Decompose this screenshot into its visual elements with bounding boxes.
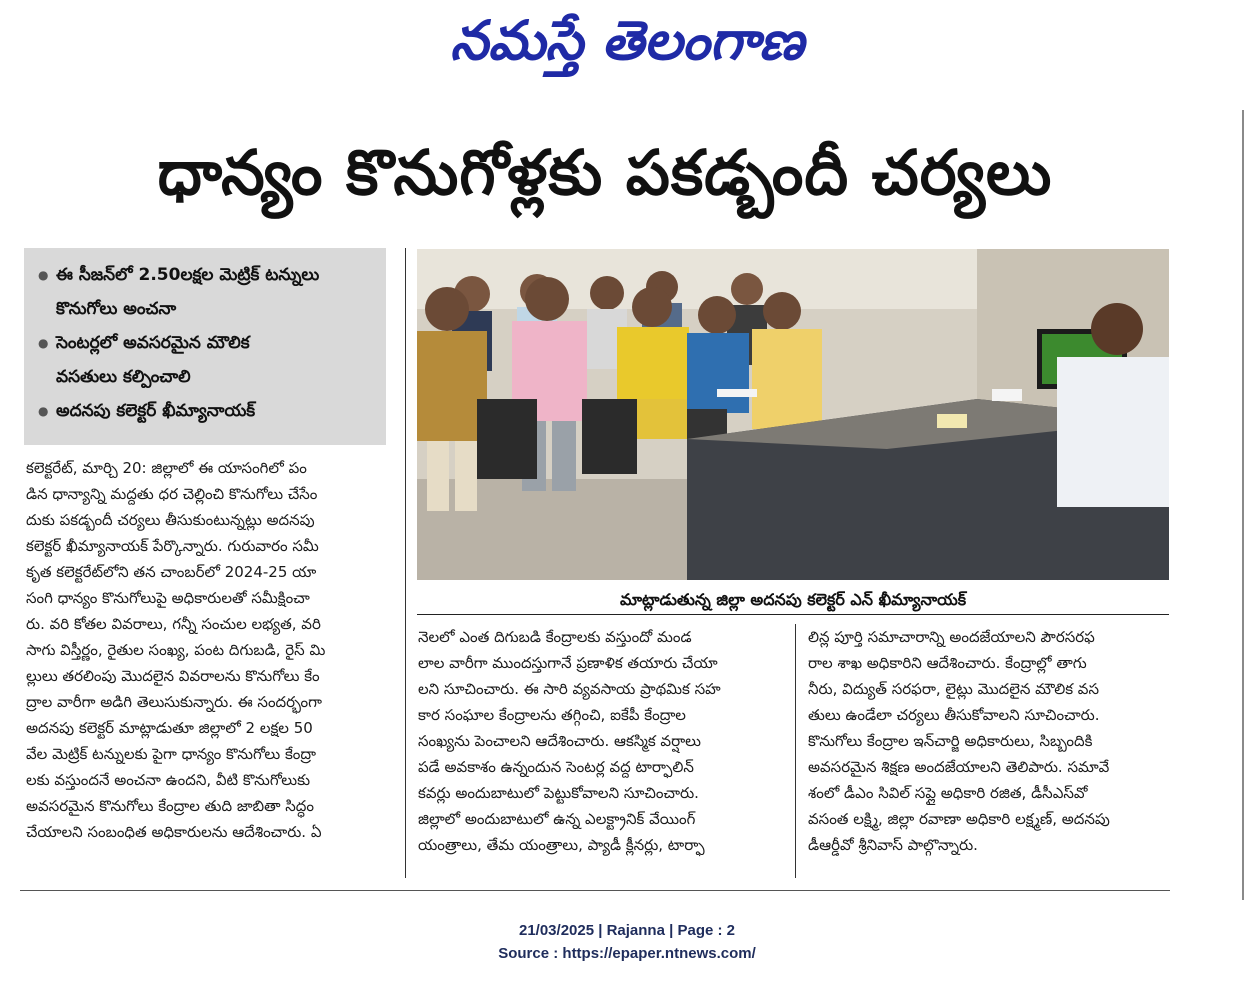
text-line: పడే అవకాశం ఉన్నందున సెంటర్ల వద్ద టార్ఫాలిన్ xyxy=(418,758,694,776)
article-column-1 xyxy=(26,455,392,875)
meeting-photo-illustration xyxy=(417,249,1169,580)
article-bottom-divider xyxy=(20,890,1170,891)
text-line: సంఖ్యను పెంచాలని ఆదేశించారు. ఆకస్మిక వర్షాలు xyxy=(418,732,701,750)
caption-divider xyxy=(417,614,1169,615)
text-line: కార సంఘాల కేంద్రాలను తగ్గించి, ఐకేపీ కేంద్రాల xyxy=(418,706,686,724)
bullet-icon: ● xyxy=(38,336,49,350)
text-line: కృత కలెక్టరేట్‌లోని తన చాంబర్‌లో 2024-25 యా xyxy=(26,563,317,581)
text-line: సంగి ధాన్యం కొనుగోలుపై అధికారులతో సమీక్షించా xyxy=(26,589,310,607)
text-line: యంత్రాలు, తేమ యంత్రాలు, ప్యాడీ క్లీనర్లు, టార్ఫా xyxy=(418,836,705,854)
text-line: రాల శాఖ అధికారిని ఆదేశించారు. కేంద్రాల్లో తాగు xyxy=(808,654,1087,672)
photo-caption: మాట్లాడుతున్న జిల్లా అదనపు కలెక్టర్ ఎన్ ఖీమ్యానాయక్ xyxy=(619,590,967,609)
edition-info: 21/03/2025 | Rajanna | Page : 2 xyxy=(518,922,735,939)
highlight-item xyxy=(38,394,376,428)
highlight-item xyxy=(38,258,376,326)
article-headline: ధాన్యం కొనుగోళ్లకు పకడ్బందీ చర్యలు xyxy=(157,136,1053,209)
column-divider xyxy=(405,248,406,878)
text-line: నెలలో ఎంత దిగుబడి కేంద్రాలకు వస్తుందో మండ xyxy=(418,628,692,646)
highlight-text xyxy=(56,394,376,428)
text-line: ల్లులు తరలింపు మొదలైన వివరాలను కొనుగోలు కేం xyxy=(26,667,320,685)
highlight-line: ఈ సీజన్‌లో 2.50లక్షల మెట్రిక్ టన్నులు xyxy=(56,265,320,285)
text-line: కొనుగోలు కేంద్రాల ఇన్‌చార్జి అధికారులు, సిబ్బందికి xyxy=(808,732,1093,750)
text-line: శంలో డీఎం సివిల్ సప్లై అధికారి రజిత, డీసీఎస్‌వో xyxy=(808,784,1088,802)
text-line: కలెక్టర్ ఖీమ్యానాయక్ పేర్కొన్నారు. గురువారం సమీ xyxy=(26,537,319,555)
text-line: లకు వస్తుందనే అంచనా ఉందని, వీటి కొనుగోలుకు xyxy=(26,771,311,789)
text-line: వేల మెట్రిక్ టన్నులకు పైగా ధాన్యం కొనుగోలు కేంద్రా xyxy=(26,745,317,763)
article-column-2 xyxy=(418,624,780,874)
highlight-item xyxy=(38,326,376,394)
highlight-line: సెంటర్లలో అవసరమైన మౌలిక xyxy=(56,333,250,353)
highlight-text xyxy=(56,326,376,394)
highlight-line: వసతులు కల్పించాలి xyxy=(56,367,191,387)
meeting-photo xyxy=(417,249,1169,580)
bullet-icon: ● xyxy=(38,268,49,282)
newspaper-masthead: నమస్తే తెలంగాణ xyxy=(450,9,804,72)
highlight-line: కొనుగోలు అంచనా xyxy=(56,299,177,319)
text-line: సాగు విస్తీర్ణం, రైతుల సంఖ్య, పంట దిగుబడి, రైస్ మి xyxy=(26,641,326,659)
highlights-box xyxy=(24,248,386,445)
text-line: దుకు పకడ్బందీ చర్యలు తీసుకుంటున్నట్లు అదనపు xyxy=(26,511,315,529)
article-column-3 xyxy=(808,624,1172,874)
text-line: నీరు, విద్యుత్ సరఫరా, లైట్లు మొదలైన మౌలిక వస xyxy=(808,680,1100,698)
bullet-icon: ● xyxy=(38,404,49,418)
highlight-line: అదనపు కలెక్టర్ ఖీమ్యానాయక్ xyxy=(56,401,256,421)
column-divider xyxy=(795,624,796,878)
text-line: అదనపు కలెక్టర్ మాట్లాడుతూ జిల్లాలో 2 లక్షల 50 xyxy=(26,719,313,737)
text-line: లిన్ల పూర్తి సమాచారాన్ని అందజేయాలని పౌరసరఫ xyxy=(808,628,1095,646)
page-edge-divider xyxy=(1242,110,1244,900)
highlight-text xyxy=(56,258,376,326)
text-line: తులు ఉండేలా చర్యలు తీసుకోవాలని సూచించారు. xyxy=(808,706,1100,724)
text-line: కలెక్టరేట్, మార్చి 20: జిల్లాలో ఈ యాసంగిలో పం xyxy=(26,459,307,477)
text-line: రు. వరి కోతల వివరాలు, గన్నీ సంచుల లభ్యత, వరి xyxy=(26,615,321,633)
text-line: వసంత లక్ష్మి, జిల్లా రవాణా అధికారి లక్ష్మణ్, అదనపు xyxy=(808,810,1110,828)
text-line: ద్రాల వారీగా అడిగి తెలుసుకున్నారు. ఈ సందర్భంగా xyxy=(26,693,322,711)
text-line: చేయాలని సంబంధిత అధికారులను ఆదేశించారు. ఏ xyxy=(26,823,322,841)
text-line: లని సూచించారు. ఈ సారి వ్యవసాయ ప్రాథమిక సహ xyxy=(418,680,721,698)
source-link[interactable]: Source : https://epaper.ntnews.com/ xyxy=(498,945,756,962)
text-line: డీఆర్డీవో శ్రీనివాస్ పాల్గొన్నారు. xyxy=(808,836,978,854)
text-line: అవసరమైన శిక్షణ అందజేయాలని తెలిపారు. సమావే xyxy=(808,758,1110,776)
text-line: జిల్లాలో అందుబాటులో ఉన్న ఎలక్ట్రానిక్ వేయింగ్ xyxy=(418,810,696,828)
text-line: అవసరమైన కొనుగోలు కేంద్రాల తుది జాబితా సిద్ధం xyxy=(26,797,314,815)
text-line: లాల వారీగా ముందస్తుగానే ప్రణాళిక తయారు చేయా xyxy=(418,654,718,672)
text-line: కవర్లు అందుబాటులో పెట్టుకోవాలని సూచించారు. xyxy=(418,784,699,802)
text-line: డిన ధాన్యాన్ని మద్దతు ధర చెల్లించి కొనుగోలు చేసేం xyxy=(26,485,318,503)
